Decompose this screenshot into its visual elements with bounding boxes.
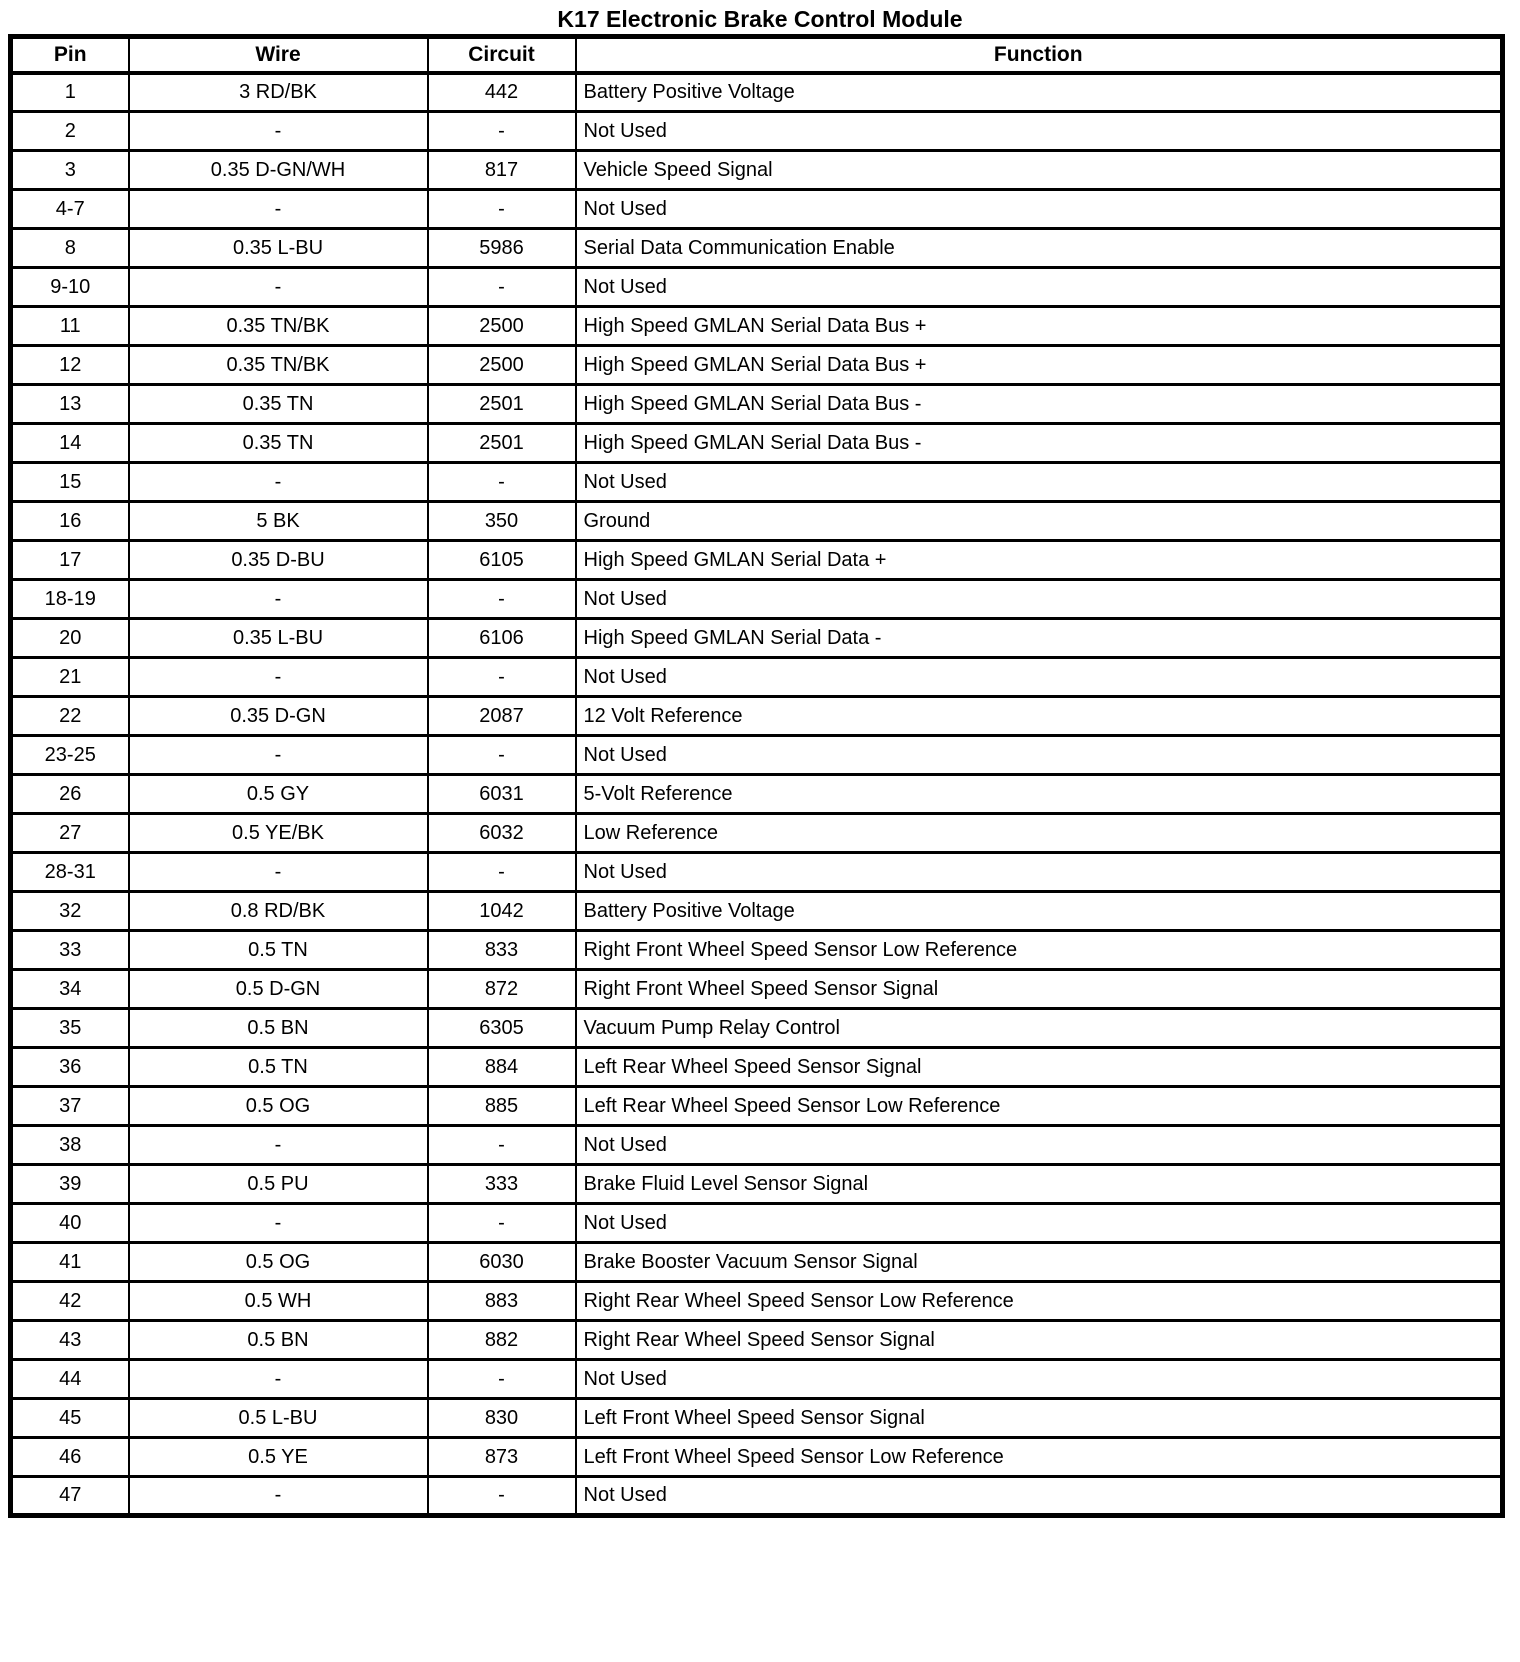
function-cell: Not Used — [576, 463, 1503, 502]
pin-cell: 2 — [11, 112, 129, 151]
function-cell: High Speed GMLAN Serial Data Bus - — [576, 424, 1503, 463]
wire-cell: 0.5 PU — [129, 1165, 428, 1204]
table-row — [11, 658, 1503, 697]
wire-cell: 5 BK — [129, 502, 428, 541]
function-cell: High Speed GMLAN Serial Data - — [576, 619, 1503, 658]
wire-cell: 0.8 RD/BK — [129, 892, 428, 931]
function-cell: Not Used — [576, 658, 1503, 697]
circuit-cell: 2500 — [428, 346, 576, 385]
pin-cell: 14 — [11, 424, 129, 463]
function-cell: Not Used — [576, 1126, 1503, 1165]
pin-cell: 16 — [11, 502, 129, 541]
column-header-circuit: Circuit — [428, 37, 576, 73]
function-cell: Left Front Wheel Speed Sensor Low Reference — [576, 1438, 1503, 1477]
function-cell: Brake Fluid Level Sensor Signal — [576, 1165, 1503, 1204]
wire-cell: - — [129, 1477, 428, 1516]
function-cell: Left Front Wheel Speed Sensor Signal — [576, 1399, 1503, 1438]
pin-cell: 4-7 — [11, 190, 129, 229]
header-row — [11, 37, 1503, 73]
table-row — [11, 1243, 1503, 1282]
circuit-cell: - — [428, 658, 576, 697]
pin-cell: 43 — [11, 1321, 129, 1360]
circuit-cell: 2501 — [428, 424, 576, 463]
pin-cell: 13 — [11, 385, 129, 424]
pin-cell: 9-10 — [11, 268, 129, 307]
function-cell: High Speed GMLAN Serial Data + — [576, 541, 1503, 580]
pin-cell: 32 — [11, 892, 129, 931]
table-row — [11, 970, 1503, 1009]
table-row — [11, 619, 1503, 658]
pin-cell: 42 — [11, 1282, 129, 1321]
circuit-cell: 2087 — [428, 697, 576, 736]
wire-cell: 0.5 YE — [129, 1438, 428, 1477]
circuit-cell: 1042 — [428, 892, 576, 931]
circuit-cell: 872 — [428, 970, 576, 1009]
circuit-cell: 2501 — [428, 385, 576, 424]
function-cell: Left Rear Wheel Speed Sensor Low Reference — [576, 1087, 1503, 1126]
pin-cell: 36 — [11, 1048, 129, 1087]
wire-cell: 0.5 L-BU — [129, 1399, 428, 1438]
table-row — [11, 541, 1503, 580]
table-row — [11, 1126, 1503, 1165]
table-row — [11, 853, 1503, 892]
function-cell: Not Used — [576, 112, 1503, 151]
pin-cell: 47 — [11, 1477, 129, 1516]
pin-cell: 46 — [11, 1438, 129, 1477]
table-row — [11, 580, 1503, 619]
pin-cell: 18-19 — [11, 580, 129, 619]
table-row — [11, 73, 1503, 112]
wire-cell: 0.35 TN — [129, 385, 428, 424]
pin-cell: 34 — [11, 970, 129, 1009]
wire-cell: 0.35 TN/BK — [129, 307, 428, 346]
pin-cell: 37 — [11, 1087, 129, 1126]
circuit-cell: 6106 — [428, 619, 576, 658]
function-cell: 5-Volt Reference — [576, 775, 1503, 814]
pin-cell: 17 — [11, 541, 129, 580]
circuit-cell: - — [428, 463, 576, 502]
circuit-cell: 442 — [428, 73, 576, 112]
wire-cell: 0.35 L-BU — [129, 619, 428, 658]
pinout-table — [8, 34, 1505, 1518]
wire-cell: 0.5 WH — [129, 1282, 428, 1321]
function-cell: Not Used — [576, 1204, 1503, 1243]
function-cell: Right Rear Wheel Speed Sensor Signal — [576, 1321, 1503, 1360]
table-row — [11, 463, 1503, 502]
table-row — [11, 385, 1503, 424]
page-title: K17 Electronic Brake Control Module — [557, 6, 963, 32]
wire-cell: 0.5 BN — [129, 1009, 428, 1048]
pin-cell: 45 — [11, 1399, 129, 1438]
function-cell: Right Front Wheel Speed Sensor Low Reference — [576, 931, 1503, 970]
wire-cell: - — [129, 1360, 428, 1399]
pin-cell: 44 — [11, 1360, 129, 1399]
wire-cell: 0.5 TN — [129, 931, 428, 970]
function-cell: 12 Volt Reference — [576, 697, 1503, 736]
pin-cell: 23-25 — [11, 736, 129, 775]
wire-cell: 0.35 TN/BK — [129, 346, 428, 385]
pin-cell: 11 — [11, 307, 129, 346]
circuit-cell: 884 — [428, 1048, 576, 1087]
circuit-cell: - — [428, 112, 576, 151]
column-header-pin: Pin — [11, 37, 129, 73]
pin-cell: 15 — [11, 463, 129, 502]
function-cell: Not Used — [576, 268, 1503, 307]
wire-cell: - — [129, 580, 428, 619]
table-row — [11, 1087, 1503, 1126]
table-row — [11, 697, 1503, 736]
circuit-cell: 833 — [428, 931, 576, 970]
circuit-cell: 350 — [428, 502, 576, 541]
table-row — [11, 112, 1503, 151]
function-cell: Battery Positive Voltage — [576, 892, 1503, 931]
table-row — [11, 1204, 1503, 1243]
table-row — [11, 307, 1503, 346]
function-cell: Not Used — [576, 1360, 1503, 1399]
wire-cell: 0.35 L-BU — [129, 229, 428, 268]
wire-cell: - — [129, 853, 428, 892]
pin-cell: 20 — [11, 619, 129, 658]
wire-cell: - — [129, 190, 428, 229]
function-cell: High Speed GMLAN Serial Data Bus + — [576, 346, 1503, 385]
wire-cell: - — [129, 1126, 428, 1165]
table-row — [11, 892, 1503, 931]
table-row — [11, 1438, 1503, 1477]
function-cell: Not Used — [576, 580, 1503, 619]
pin-cell: 8 — [11, 229, 129, 268]
function-cell: Not Used — [576, 853, 1503, 892]
table-row — [11, 1009, 1503, 1048]
table-row — [11, 1321, 1503, 1360]
pin-cell: 40 — [11, 1204, 129, 1243]
wire-cell: 3 RD/BK — [129, 73, 428, 112]
circuit-cell: 830 — [428, 1399, 576, 1438]
table-row — [11, 424, 1503, 463]
pin-cell: 39 — [11, 1165, 129, 1204]
pin-cell: 33 — [11, 931, 129, 970]
table-row — [11, 1048, 1503, 1087]
table-row — [11, 502, 1503, 541]
wire-cell: - — [129, 268, 428, 307]
table-row — [11, 931, 1503, 970]
pin-cell: 27 — [11, 814, 129, 853]
table-row — [11, 814, 1503, 853]
circuit-cell: - — [428, 853, 576, 892]
circuit-cell: 333 — [428, 1165, 576, 1204]
circuit-cell: 873 — [428, 1438, 576, 1477]
pin-cell: 3 — [11, 151, 129, 190]
wire-cell: - — [129, 658, 428, 697]
circuit-cell: 882 — [428, 1321, 576, 1360]
circuit-cell: - — [428, 268, 576, 307]
wire-cell: 0.35 D-GN — [129, 697, 428, 736]
circuit-cell: - — [428, 1204, 576, 1243]
circuit-cell: 6105 — [428, 541, 576, 580]
pin-cell: 41 — [11, 1243, 129, 1282]
wire-cell: 0.35 TN — [129, 424, 428, 463]
circuit-cell: - — [428, 580, 576, 619]
function-cell: Left Rear Wheel Speed Sensor Signal — [576, 1048, 1503, 1087]
function-cell: Not Used — [576, 1477, 1503, 1516]
circuit-cell: 883 — [428, 1282, 576, 1321]
pin-cell: 1 — [11, 73, 129, 112]
function-cell: Ground — [576, 502, 1503, 541]
function-cell: Right Front Wheel Speed Sensor Signal — [576, 970, 1503, 1009]
pin-cell: 12 — [11, 346, 129, 385]
function-cell: High Speed GMLAN Serial Data Bus + — [576, 307, 1503, 346]
column-header-wire: Wire — [129, 37, 428, 73]
wire-cell: - — [129, 112, 428, 151]
wire-cell: - — [129, 1204, 428, 1243]
circuit-cell: - — [428, 190, 576, 229]
table-row — [11, 190, 1503, 229]
table-row — [11, 151, 1503, 190]
circuit-cell: - — [428, 1477, 576, 1516]
table-row — [11, 1282, 1503, 1321]
circuit-cell: 2500 — [428, 307, 576, 346]
function-cell: Serial Data Communication Enable — [576, 229, 1503, 268]
function-cell: Low Reference — [576, 814, 1503, 853]
circuit-cell: 6031 — [428, 775, 576, 814]
wire-cell: 0.35 D-GN/WH — [129, 151, 428, 190]
circuit-cell: - — [428, 1126, 576, 1165]
wire-cell: 0.5 YE/BK — [129, 814, 428, 853]
table-row — [11, 1477, 1503, 1516]
wire-cell: 0.5 TN — [129, 1048, 428, 1087]
function-cell: Vacuum Pump Relay Control — [576, 1009, 1503, 1048]
function-cell: Not Used — [576, 736, 1503, 775]
function-cell: Battery Positive Voltage — [576, 73, 1503, 112]
wire-cell: 0.5 GY — [129, 775, 428, 814]
wire-cell: - — [129, 736, 428, 775]
circuit-cell: 6305 — [428, 1009, 576, 1048]
table-row — [11, 1399, 1503, 1438]
table-row — [11, 1165, 1503, 1204]
table-row — [11, 775, 1503, 814]
pin-cell: 21 — [11, 658, 129, 697]
function-cell: Not Used — [576, 190, 1503, 229]
pin-cell: 22 — [11, 697, 129, 736]
circuit-cell: 885 — [428, 1087, 576, 1126]
function-cell: Vehicle Speed Signal — [576, 151, 1503, 190]
function-cell: High Speed GMLAN Serial Data Bus - — [576, 385, 1503, 424]
function-cell: Brake Booster Vacuum Sensor Signal — [576, 1243, 1503, 1282]
function-cell: Right Rear Wheel Speed Sensor Low Reference — [576, 1282, 1503, 1321]
pin-cell: 26 — [11, 775, 129, 814]
wire-cell: 0.5 BN — [129, 1321, 428, 1360]
pin-cell: 38 — [11, 1126, 129, 1165]
circuit-cell: - — [428, 736, 576, 775]
pin-cell: 28-31 — [11, 853, 129, 892]
wire-cell: 0.5 OG — [129, 1087, 428, 1126]
wire-cell: 0.35 D-BU — [129, 541, 428, 580]
circuit-cell: 6030 — [428, 1243, 576, 1282]
circuit-cell: 6032 — [428, 814, 576, 853]
circuit-cell: 5986 — [428, 229, 576, 268]
pin-cell: 35 — [11, 1009, 129, 1048]
circuit-cell: 817 — [428, 151, 576, 190]
table-row — [11, 736, 1503, 775]
table-row — [11, 346, 1503, 385]
column-header-function: Function — [576, 37, 1503, 73]
circuit-cell: - — [428, 1360, 576, 1399]
wire-cell: 0.5 OG — [129, 1243, 428, 1282]
table-row — [11, 268, 1503, 307]
wire-cell: 0.5 D-GN — [129, 970, 428, 1009]
table-row — [11, 229, 1503, 268]
table-row — [11, 1360, 1503, 1399]
wire-cell: - — [129, 463, 428, 502]
